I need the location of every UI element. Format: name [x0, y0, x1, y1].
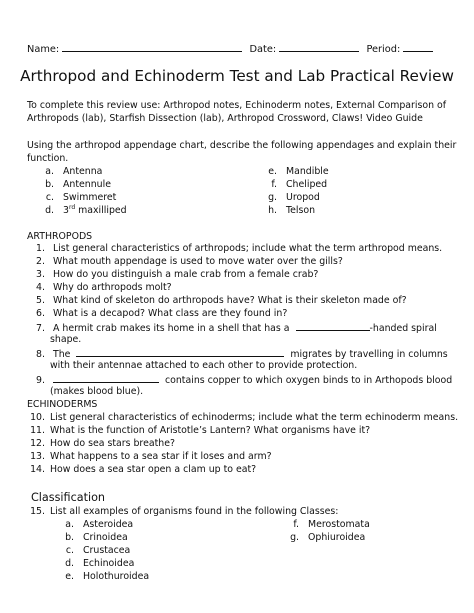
question-item: 12. How do sea stars breathe?: [30, 438, 175, 449]
header-row: [27, 42, 433, 55]
appendage-item: b. Antennule: [45, 179, 111, 190]
classification-heading: Classification: [31, 491, 106, 504]
question-item: 4. Why do arthropods molt?: [36, 282, 172, 293]
date-blank: [279, 42, 359, 52]
question-item: 11. What is the function of Aristotle’s Lantern? What organisms have it?: [30, 425, 371, 436]
question-item: 6. What is a decapod? What class are they found in?: [36, 308, 288, 319]
answer-blank: [76, 347, 284, 357]
class-item: e. Holothuroidea: [65, 571, 150, 582]
question-item: 10. List general characteristics of echinoderms; include what the term echinoderm means.: [30, 412, 459, 423]
question-continuation: shape.: [50, 334, 82, 345]
question-item: 14. How does a sea star open a clam up to eat?: [30, 464, 257, 475]
appendage-item: d. 3rd maxilliped: [45, 203, 127, 216]
appendage-prompt-line-2: function.: [27, 153, 69, 164]
class-item: g. Ophiuroidea: [290, 532, 366, 543]
question-item: 7. A hermit crab makes its home in a shell that has a -handed spiral: [36, 323, 437, 334]
intro-line-2: Arthropods (lab), Starfish Dissection (lab), Arthropod Crossword, Claws! Video Guide: [27, 113, 423, 124]
question-continuation: (makes blood blue).: [50, 386, 144, 397]
period-blank: [403, 42, 433, 52]
question-item: 15. List all examples of organisms found in the following Classes:: [30, 506, 339, 517]
question-item: 3. How do you distinguish a male crab from a female crab?: [36, 269, 319, 280]
intro-line-1: To complete this review use: Arthropod notes, Echinoderm notes, External Comparison of: [27, 100, 447, 111]
question-item: 8. The migrates by travelling in columns: [36, 349, 448, 360]
answer-blank: [53, 373, 159, 383]
appendage-item: c. Swimmeret: [45, 192, 117, 203]
question-continuation: with their antennae attached to each other to provide protection.: [50, 360, 358, 371]
question-item: 13. What happens to a sea star if it loses and arm?: [30, 451, 272, 462]
page-title: Arthropod and Echinoderm Test and Lab Practical Review: [20, 67, 454, 85]
appendage-item: g. Uropod: [268, 192, 320, 203]
question-item: 9. contains copper to which oxygen binds to in Arthopods blood: [36, 375, 453, 386]
appendage-item: f. Cheliped: [271, 179, 328, 190]
date-label: Date:: [249, 44, 277, 55]
question-item: 2. What mouth appendage is used to move water over the gills?: [36, 256, 343, 267]
appendage-prompt-line-1: Using the arthropod appendage chart, describe the following appendages and explain their: [27, 140, 457, 151]
name-label: Name:: [27, 44, 60, 55]
class-item: d. Echinoidea: [65, 558, 135, 569]
class-item: f. Merostomata: [293, 519, 370, 530]
period-label: Period:: [366, 44, 401, 55]
class-item: b. Crinoidea: [65, 532, 128, 543]
arthropods-heading: ARTHROPODS: [27, 231, 93, 242]
appendage-item: a. Antenna: [45, 166, 103, 177]
class-item: a. Asteroidea: [65, 519, 134, 530]
appendage-item: h. Telson: [268, 205, 316, 216]
echinoderms-heading: ECHINODERMS: [27, 399, 98, 410]
appendage-item: e. Mandible: [268, 166, 329, 177]
class-item: c. Crustacea: [65, 545, 131, 556]
question-item: 1. List general characteristics of arthropods; include what the term arthropod means.: [36, 243, 443, 254]
question-item: 5. What kind of skeleton do arthropods have? What is their skeleton made of?: [36, 295, 407, 306]
answer-blank: [296, 321, 370, 331]
name-blank: [62, 42, 242, 52]
